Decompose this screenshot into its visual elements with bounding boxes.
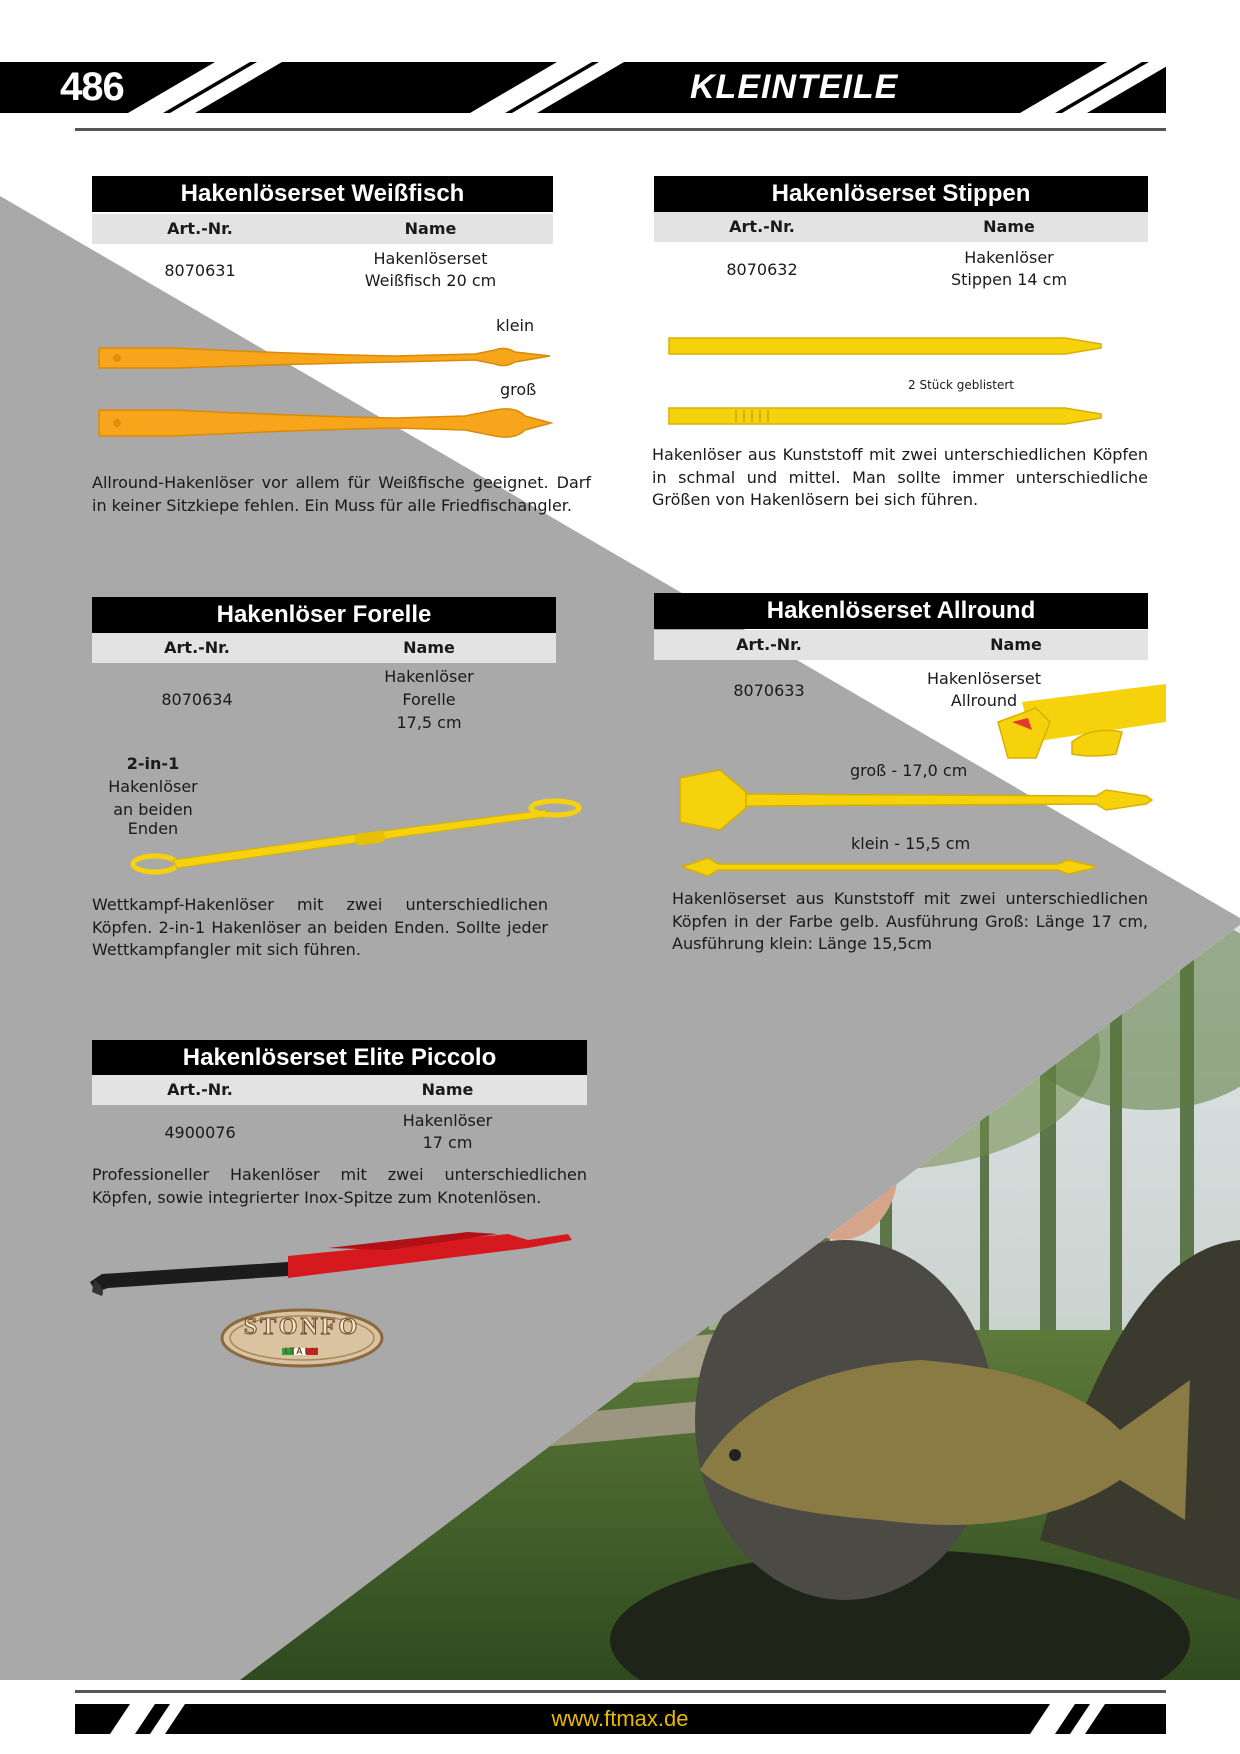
section-title: Hakenlöser Forelle	[92, 597, 556, 633]
table-row	[92, 666, 556, 734]
col-name: Name	[983, 217, 1035, 236]
disgorger-stippen-1-image	[665, 334, 1105, 358]
page-title: KLEINTEILE	[690, 68, 899, 106]
table-header	[654, 212, 1148, 242]
art-nr-value: 8070632	[726, 260, 798, 279]
pack-note: 2 Stück geblistert	[908, 378, 1015, 392]
section-title: Hakenlöserset Stippen	[654, 176, 1148, 212]
page-number: 486	[60, 65, 124, 109]
footer-url[interactable]: www.ftmax.de	[551, 1706, 689, 1731]
table-header	[92, 1075, 587, 1105]
col-art-nr: Art.-Nr.	[729, 217, 795, 236]
product-description: Hakenlöser aus Kunststoff mit zwei unterschiedlichen Köpfen in schmal und mittel. Man sollte immer unterschiedliche Größen von Hakenlösern bei sich führen.	[652, 445, 1148, 509]
name-line-1: Hakenlöserset	[927, 669, 1041, 688]
name-line-1: Hakenlöser	[402, 1111, 493, 1130]
feature-bold: 2-in-1	[126, 754, 180, 773]
name-line-2: Forelle	[402, 690, 456, 709]
name-line-2: Stippen 14 cm	[950, 270, 1068, 289]
section-title: Hakenlöserset Weißfisch	[92, 176, 553, 212]
name-line-3: 17,5 cm	[396, 713, 462, 732]
product-description: Allround-Hakenlöser vor allem für Weißfische geeignet. Darf in keiner Sitzkiepe fehlen. Ein Muss für alle Friedfischangler.	[92, 473, 591, 515]
stonfo-logo-text: STONFO	[243, 1314, 361, 1340]
name-line-2: Allround	[950, 691, 1018, 710]
col-name: Name	[421, 1080, 474, 1099]
label-gross: groß	[500, 380, 537, 399]
disgorger-forelle-image	[125, 796, 585, 876]
table-header	[92, 633, 556, 663]
feature-line-2: Hakenlöser	[108, 777, 198, 796]
col-art-nr: Art.-Nr.	[736, 635, 802, 654]
col-name: Name	[403, 638, 455, 657]
name-line-2: 17 cm	[422, 1133, 473, 1152]
col-name: Name	[990, 635, 1042, 654]
product-description: Hakenlöserset aus Kunststoff mit zwei unterschiedlichen Köpfen in der Farbe gelb. Ausführung Groß: Länge 17 cm, Ausführung klein: Länge 15,5cm	[672, 889, 1148, 953]
name-line-1: Hakenlöser	[964, 248, 1054, 267]
disgorger-small-image	[95, 342, 555, 372]
disgorger-stippen-2-image	[665, 404, 1105, 428]
label-klein: klein	[496, 316, 535, 335]
table-row	[654, 247, 1148, 293]
stonfo-logo-sub: ITALY	[284, 1346, 320, 1356]
col-art-nr: Art.-Nr.	[167, 1080, 233, 1099]
art-nr-value: 8070634	[161, 690, 233, 709]
feature-line-3: an beiden Enden	[113, 800, 193, 838]
col-name: Name	[404, 219, 457, 238]
table-header	[92, 214, 553, 244]
name-line-2: Weißfisch 20 cm	[364, 271, 497, 290]
table-row	[92, 248, 553, 294]
label-klein: klein - 15,5 cm	[851, 834, 971, 853]
section-title: Hakenlöserset Allround	[654, 593, 1148, 629]
section-title: Hakenlöserset Elite Piccolo	[92, 1040, 587, 1076]
name-line-1: Hakenlöserset	[373, 249, 488, 268]
table-row	[92, 1110, 587, 1156]
product-description: Professioneller Hakenlöser mit zwei unterschiedlichen Köpfen, sowie integrierter Inox-Spitze zum Knotenlösen.	[92, 1165, 587, 1207]
disgorger-heads-closeup-image	[992, 682, 1166, 762]
art-nr-value: 8070633	[733, 681, 805, 700]
disgorger-allround-large-image	[676, 768, 1156, 832]
col-art-nr: Art.-Nr.	[167, 219, 233, 238]
label-gross: groß - 17,0 cm	[850, 761, 968, 780]
art-nr-value: 8070631	[164, 261, 236, 280]
name-line-1: Hakenlöser	[384, 667, 474, 686]
col-art-nr: Art.-Nr.	[164, 638, 230, 657]
disgorger-allround-small-image	[678, 852, 1098, 882]
disgorger-elite-piccolo-image	[88, 1226, 582, 1296]
table-header	[654, 630, 1148, 660]
art-nr-value: 4900076	[164, 1123, 236, 1142]
disgorger-large-image	[95, 406, 555, 440]
product-description: Wettkampf-Hakenlöser mit zwei unterschiedlichen Köpfen. 2-in-1 Hakenlöser an beiden Enden. Sollte jeder Wettkampfangler mit sich führen.	[92, 895, 548, 959]
